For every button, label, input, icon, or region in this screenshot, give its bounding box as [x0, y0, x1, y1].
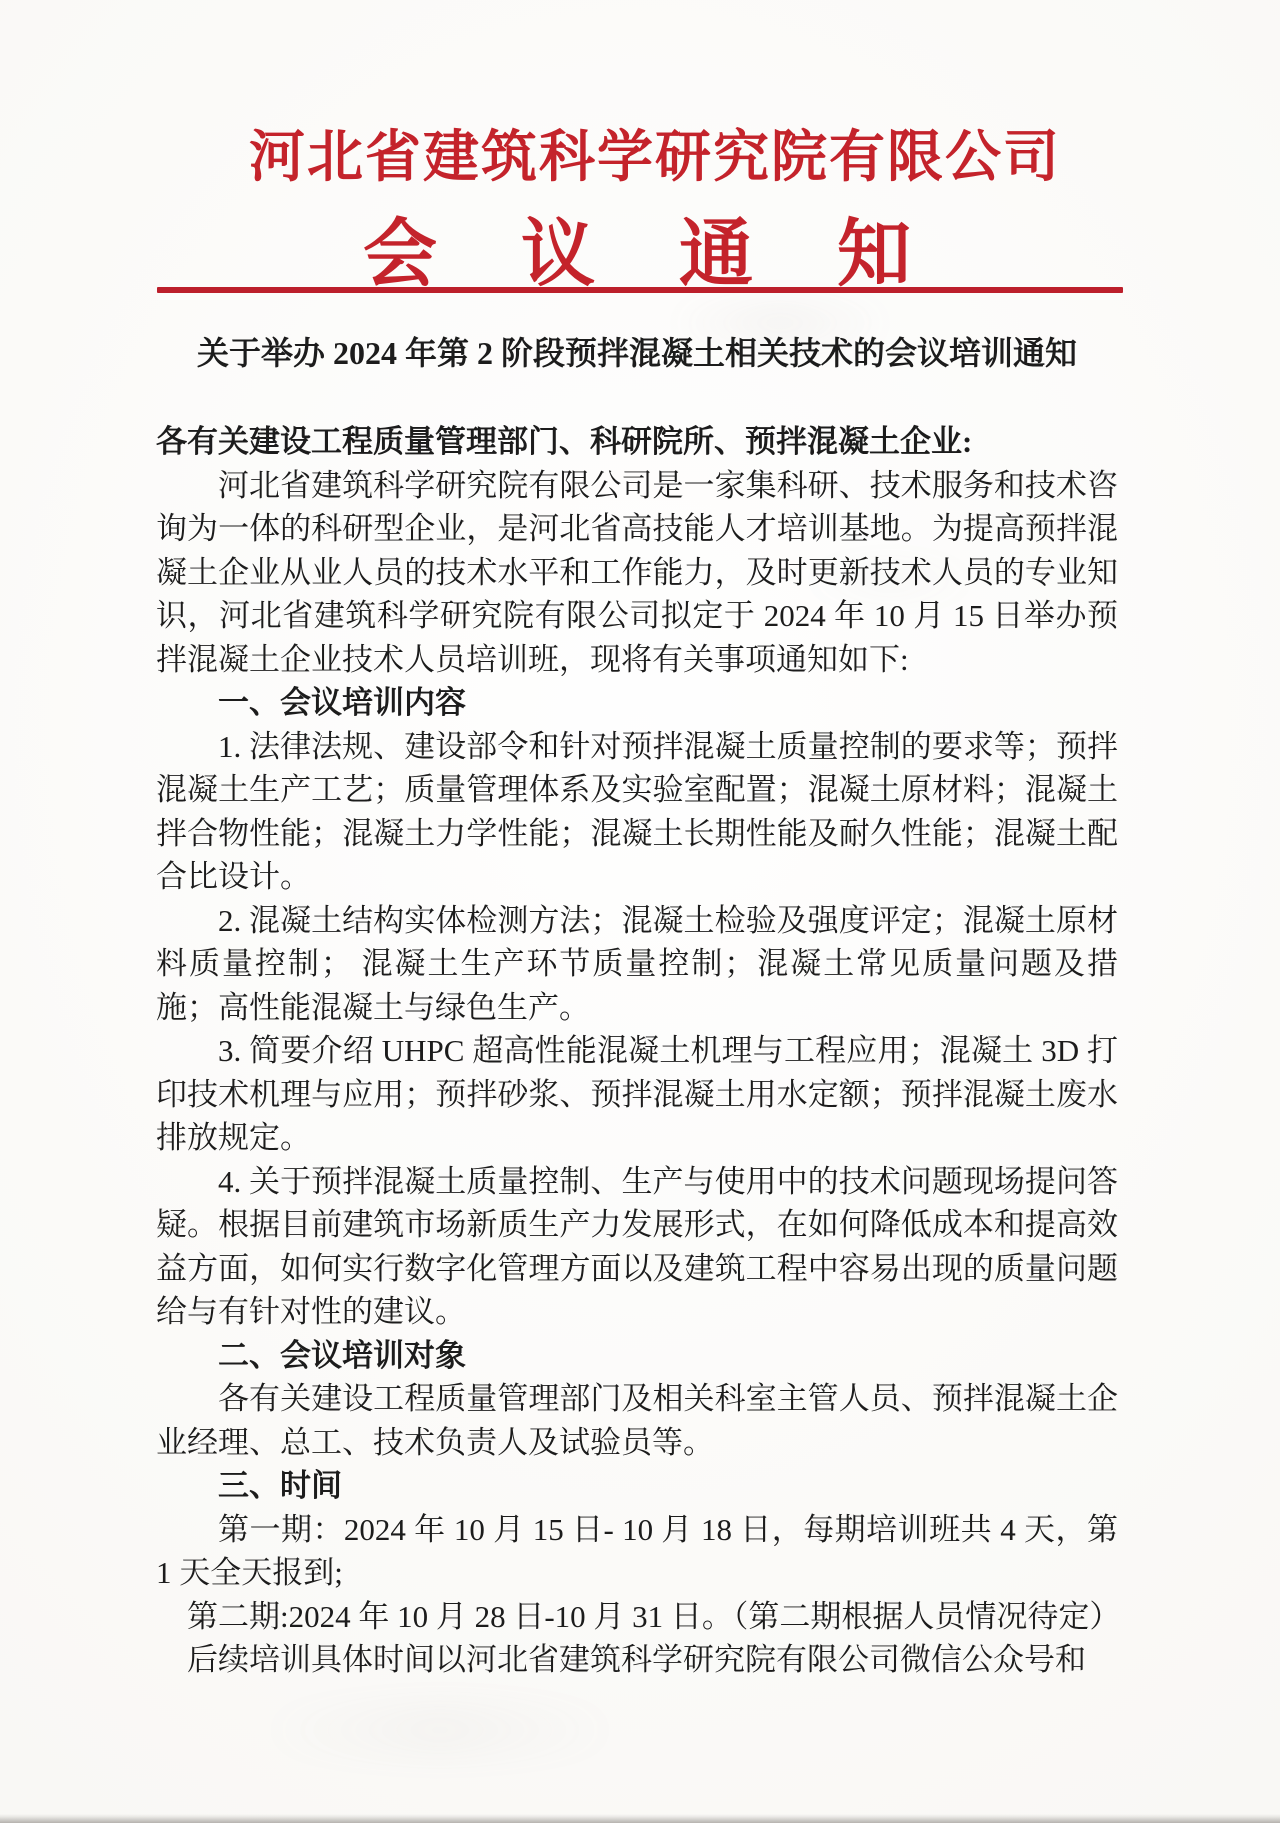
notice-header	[156, 126, 1118, 296]
notice-subtitle: 关于举办 2024 年第 2 阶段预拌混凝土相关技术的会议培训通知	[196, 335, 1077, 371]
session1-dates: 第一期：2024 年 10 月 15 日- 10 月 18 日，每期培训班共 4 天，第 1 天全天报到;	[156, 1511, 1118, 1590]
section-heading-time: 三、时间	[218, 1468, 342, 1503]
section1-item-3: 3. 简要介绍 UHPC 超高性能混凝土机理与工程应用；混凝土 3D 打印技术机理与应用；预拌砂浆、预拌混凝土用水定额；预拌混凝土废水排放规定。	[156, 1033, 1118, 1155]
document-content	[156, 0, 1121, 1682]
intro-paragraph: 河北省建筑科学研究院有限公司是一家集科研、技术服务和技术咨询为一体的科研型企业，是河北省高技能人才培训基地。为提高预拌混凝土企业从业人员的技术水平和工作能力，及时更新技术人员的专业知识，河北省建筑科学研究院有限公司拟定于 2024 年 10 月 15 日举办预拌混凝土企业技术人员培训班，现将有关事项通知如下:	[156, 467, 1118, 677]
section-heading-audience: 二、会议培训对象	[218, 1337, 466, 1373]
section-heading-content: 一、会议培训内容	[218, 685, 466, 720]
org-name-title: 河北省建筑科学研究院有限公司	[249, 127, 1061, 189]
section1-item-2: 2. 混凝土结构实体检测方法；混凝土检验及强度评定；混凝土原材料质量控制； 混凝土生产环节质量控制；混凝土常见质量问题及措施；高性能混凝土与绿色生产。	[156, 902, 1118, 1025]
salutation-line: 各有关建设工程质量管理部门、科研院所、预拌混凝土企业:	[156, 424, 973, 459]
scan-smudge	[180, 1700, 700, 1760]
section1-item-1: 1. 法律法规、建设部令和针对预拌混凝土质量控制的要求等；预拌混凝土生产工艺；质量管理体系及实验室配置；混凝土原材料；混凝土拌合物性能；混凝土力学性能；混凝土长期性能及耐久性能；混凝土配合比设计。	[156, 728, 1118, 894]
doc-type-title: 会议通知	[363, 214, 995, 296]
section2-paragraph: 各有关建设工程质量管理部门及相关科室主管人员、预拌混凝土企业经理、总工、技术负责人及试验员等。	[156, 1381, 1118, 1460]
followup-note: 后续培训具体时间以河北省建筑科学研究院有限公司微信公众号和	[187, 1642, 1086, 1677]
notice-body	[156, 333, 1121, 1682]
section1-item-4: 4. 关于预拌混凝土质量控制、生产与使用中的技术问题现场提问答疑。根据目前建筑市场新质生产力发展形式，在如何降低成本和提高效益方面，如何实行数字化管理方面以及建筑工程中容易出现的质量问题给与有针对性的建议。	[156, 1163, 1118, 1329]
session2-dates: 第二期:2024 年 10 月 28 日-10 月 31 日。（第二期根据人员情况待定）	[187, 1598, 1121, 1634]
